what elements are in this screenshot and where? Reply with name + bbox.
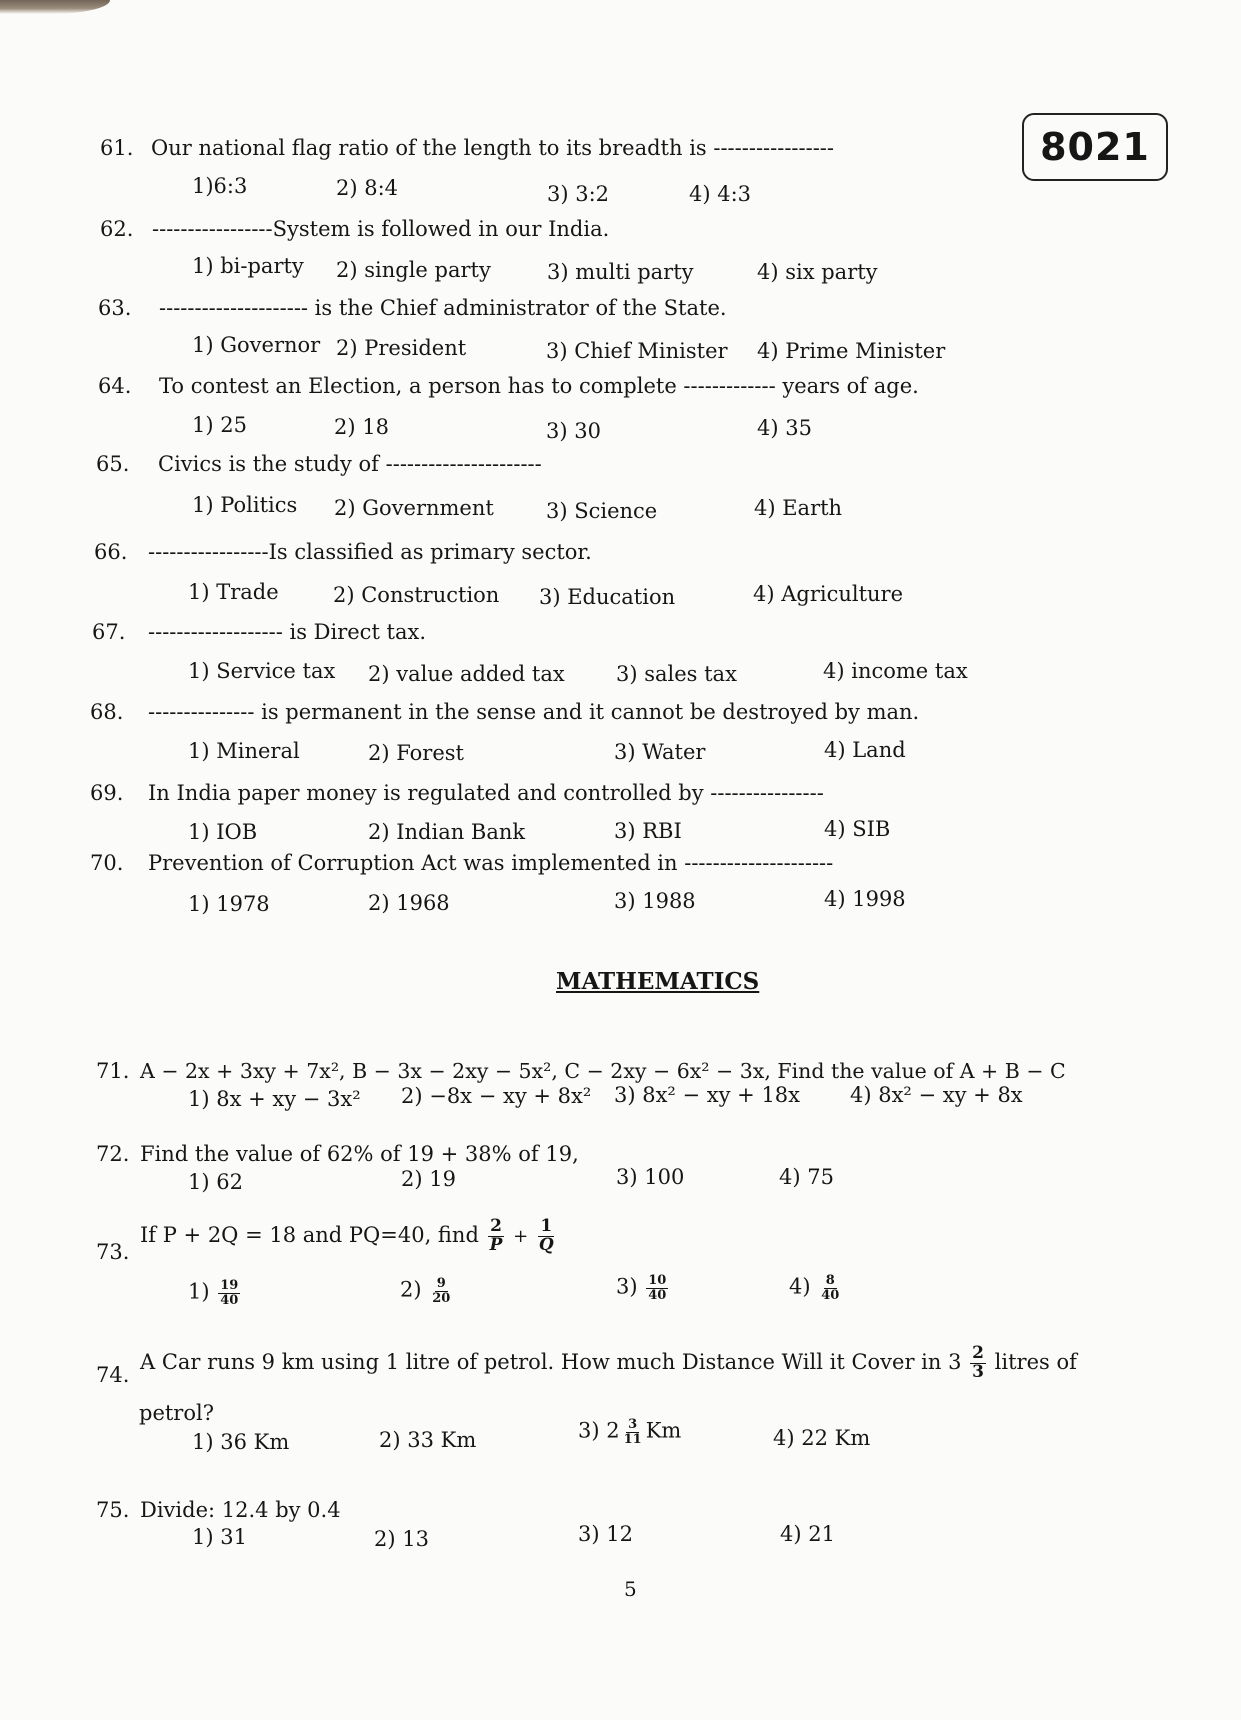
- option: 3) 12: [578, 1522, 633, 1546]
- fraction: $\frac{8}{40}$: [821, 1273, 840, 1303]
- option: 4) 22 Km: [773, 1426, 871, 1450]
- question-text: Find the value of 62% of 19 + 38% of 19,: [140, 1142, 579, 1166]
- question-text: Prevention of Corruption Act was implemented in ---------------------: [148, 851, 834, 875]
- fraction: $\frac{3}{11}$: [623, 1417, 642, 1447]
- option: 4) $\frac{8}{40}$: [789, 1273, 840, 1303]
- option: 4) Prime Minister: [757, 339, 946, 363]
- option: 1) 25: [192, 413, 247, 437]
- question-text: -----------------System is followed in our India.: [152, 217, 610, 241]
- question-number: 70.: [90, 851, 124, 875]
- question-number: 62.: [100, 217, 134, 241]
- option: 4) Agriculture: [753, 582, 904, 606]
- option: 2) 18: [334, 415, 389, 439]
- paper-code-box: [1022, 113, 1168, 181]
- fraction: $\frac{2}{P}$: [489, 1216, 503, 1255]
- option: 3) 2 $\frac{3}{11}$ Km: [578, 1417, 682, 1447]
- question-number: 63.: [98, 296, 132, 320]
- option: 4) 1998: [824, 887, 906, 911]
- question-text: A Car runs 9 km using 1 litre of petrol. How much Distance Will it Cover in 3 $\frac{2}{3}$ litres of: [140, 1343, 1077, 1382]
- page-number: 5: [624, 1577, 637, 1601]
- option: 1) IOB: [188, 820, 258, 844]
- scan-edge-mark: [0, 0, 110, 14]
- fraction: $\frac{2}{3}$: [972, 1343, 984, 1382]
- question-number: 61.: [100, 136, 134, 160]
- option: 3) Education: [539, 585, 676, 609]
- question-number: 73.: [96, 1240, 130, 1264]
- question-number: 68.: [90, 700, 124, 724]
- question-number: 72.: [96, 1142, 130, 1166]
- question-74-line2: petrol?: [139, 1401, 214, 1425]
- fraction: $\frac{1}{Q}$: [538, 1216, 554, 1255]
- option: 3) 30: [546, 419, 601, 443]
- option: 3) 3:2: [547, 182, 610, 206]
- option: 2) Construction: [333, 583, 500, 607]
- option: 1) bi-party: [192, 254, 304, 278]
- option: 4) Earth: [754, 496, 843, 520]
- option: 4) six party: [757, 260, 878, 284]
- option: 4) 35: [757, 416, 812, 440]
- question-text: To contest an Election, a person has to complete ------------- years of age.: [159, 374, 919, 398]
- fraction: $\frac{10}{40}$: [648, 1273, 667, 1303]
- option: 2) 13: [374, 1527, 429, 1551]
- question-text: ------------------- is Direct tax.: [148, 620, 427, 644]
- question-number: 75.: [96, 1498, 130, 1522]
- question-number: 64.: [98, 374, 132, 398]
- question-number: 71.: [96, 1059, 130, 1083]
- option: 2) value added tax: [368, 662, 565, 686]
- question-text: --------------- is permanent in the sense and it cannot be destroyed by man.: [148, 700, 920, 724]
- option: 3) 1988: [614, 889, 696, 913]
- option: 4) 8x² − xy + 8x: [850, 1083, 1023, 1107]
- option: 4) income tax: [823, 659, 968, 683]
- option: 2) Government: [334, 496, 494, 520]
- option: 1) 1978: [188, 892, 270, 916]
- option: 2) Forest: [368, 741, 464, 765]
- option: 3) multi party: [547, 260, 694, 284]
- option: 2) President: [336, 336, 467, 360]
- question-text: Our national flag ratio of the length to its breadth is -----------------: [151, 136, 834, 160]
- section-heading: MATHEMATICS: [556, 968, 760, 995]
- option: 4) 4:3: [689, 182, 752, 206]
- question-text: Divide: 12.4 by 0.4: [140, 1498, 341, 1522]
- option: 4) 75: [779, 1165, 834, 1189]
- option: 2) Indian Bank: [368, 820, 526, 844]
- option: 2) 1968: [368, 891, 450, 915]
- question-number: 67.: [92, 620, 126, 644]
- option: 3) sales tax: [616, 662, 737, 686]
- question-text: A − 2x + 3xy + 7x², B − 3x − 2xy − 5x², C − 2xy − 6x² − 3x, Find the value of A + B − C: [140, 1059, 1066, 1083]
- option: 1) $\frac{19}{40}$: [188, 1278, 239, 1308]
- option: 3) Chief Minister: [546, 339, 728, 363]
- paper-code: 8021: [1040, 125, 1150, 169]
- option: 2) −8x − xy + 8x²: [401, 1084, 592, 1108]
- option: 1) Governor: [192, 333, 321, 357]
- option: 1) 8x + xy − 3x²: [188, 1087, 361, 1111]
- question-text: [140, 1218, 558, 1255]
- plus-sign: +: [513, 1225, 529, 1247]
- option: 1) Service tax: [188, 659, 336, 683]
- question-number: 69.: [90, 781, 124, 805]
- option: 1) Politics: [192, 493, 298, 517]
- option: 2) 19: [401, 1167, 456, 1191]
- fraction: $\frac{9}{20}$: [432, 1276, 451, 1306]
- fraction: $\frac{19}{40}$: [220, 1278, 239, 1308]
- option: 3) Science: [546, 499, 658, 523]
- option: 3) 100: [616, 1165, 685, 1189]
- option: 4) SIB: [824, 817, 891, 841]
- option: 2) 8:4: [336, 176, 399, 200]
- option: 2) single party: [336, 258, 491, 282]
- option: 4) 21: [780, 1522, 835, 1546]
- option: 3) 8x² − xy + 18x: [614, 1083, 801, 1107]
- option: 3) Water: [614, 740, 706, 764]
- option: 3) $\frac{10}{40}$: [616, 1273, 667, 1303]
- question-text: In India paper money is regulated and controlled by ----------------: [148, 781, 824, 805]
- question-text: -----------------Is classified as primary sector.: [148, 540, 592, 564]
- question-number: 74.: [96, 1363, 130, 1387]
- option: 2) 33 Km: [379, 1428, 477, 1452]
- question-text: Civics is the study of ----------------------: [158, 452, 542, 476]
- option: 1)6:3: [192, 174, 248, 198]
- question-text: --------------------- is the Chief administrator of the State.: [159, 296, 727, 320]
- question-number: 65.: [96, 452, 130, 476]
- option: 3) RBI: [614, 819, 682, 843]
- option: 1) 36 Km: [192, 1430, 290, 1454]
- option: 2) $\frac{9}{20}$: [400, 1276, 451, 1306]
- option: 4) Land: [824, 738, 906, 762]
- option: 1) 62: [188, 1170, 243, 1194]
- question-text-main: If P + 2Q = 18 and PQ=40, find: [140, 1222, 479, 1247]
- option: 1) Trade: [188, 580, 279, 604]
- option: 1) Mineral: [188, 739, 300, 763]
- option: 1) 31: [192, 1525, 247, 1549]
- question-number: 66.: [94, 540, 128, 564]
